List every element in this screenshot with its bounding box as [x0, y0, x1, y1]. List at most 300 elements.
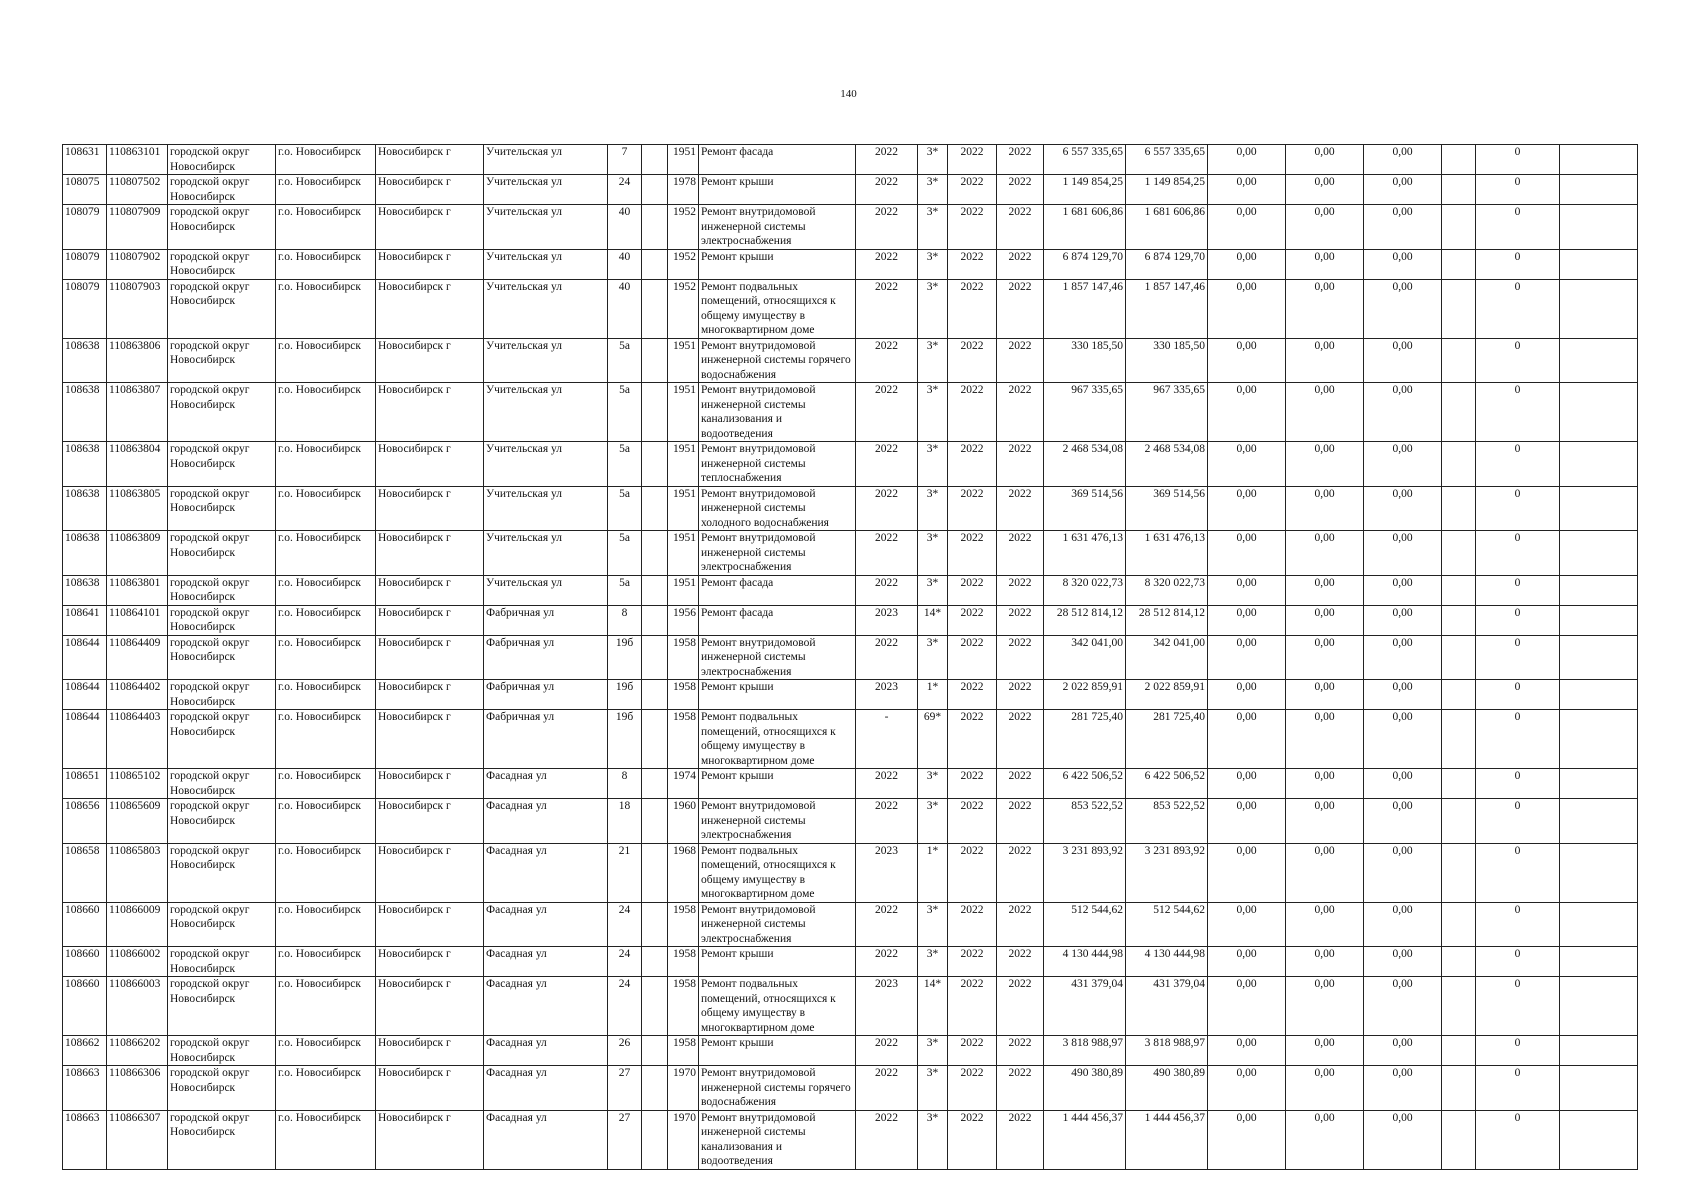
cell-amount-a: 0,00 — [1208, 605, 1286, 635]
cell-work-id: 110807909 — [107, 205, 168, 250]
cell-municipality: городской округ Новосибирск — [168, 1036, 276, 1066]
cell-house-id: 108075 — [63, 175, 107, 205]
cell-street: Фабричная ул — [484, 680, 608, 710]
cell-blank-21 — [1560, 338, 1638, 383]
cell-work-id: 110863804 — [107, 442, 168, 487]
cell-plan-year: 2022 — [856, 383, 918, 442]
cell-amount-c: 0,00 — [1364, 249, 1442, 279]
cell-street: Фабричная ул — [484, 635, 608, 680]
cell-plan-year: 2022 — [856, 175, 918, 205]
cell-settlement: Новосибирск г — [376, 279, 484, 338]
cell-building — [642, 1110, 668, 1169]
cell-extra — [1442, 205, 1476, 250]
cell-start-year: 2022 — [948, 1110, 997, 1169]
cell-plan-year: - — [856, 710, 918, 769]
cell-blank-21 — [1560, 1066, 1638, 1111]
cell-street: Фасадная ул — [484, 799, 608, 844]
cell-amount-b: 0,00 — [1286, 338, 1364, 383]
cell-end-year: 2022 — [997, 769, 1044, 799]
cell-work-id: 110863806 — [107, 338, 168, 383]
cell-build-year: 1978 — [668, 175, 699, 205]
cell-amount-a: 0,00 — [1208, 249, 1286, 279]
table-row — [63, 680, 1638, 710]
cell-work-type: Ремонт внутридомовой инженерной системы электроснабжения — [699, 205, 856, 250]
cell-settlement: Новосибирск г — [376, 383, 484, 442]
cell-house-id: 108638 — [63, 531, 107, 576]
cell-amount-c: 0,00 — [1364, 531, 1442, 576]
cell-house-number: 24 — [608, 947, 642, 977]
cell-amount-a: 0,00 — [1208, 902, 1286, 947]
cell-house-id: 108662 — [63, 1036, 107, 1066]
cell-end-year: 2022 — [997, 1036, 1044, 1066]
cell-amount-c: 0,00 — [1364, 977, 1442, 1036]
cell-count: 0 — [1476, 249, 1560, 279]
cell-count: 0 — [1476, 1110, 1560, 1169]
cell-house-number: 8 — [608, 769, 642, 799]
cell-cost-total: 1 149 854,25 — [1044, 175, 1126, 205]
cell-cost-funded: 490 380,89 — [1126, 1066, 1208, 1111]
cell-plan-year: 2022 — [856, 338, 918, 383]
cell-count: 0 — [1476, 1036, 1560, 1066]
cell-cost-funded: 1 857 147,46 — [1126, 279, 1208, 338]
cell-end-year: 2022 — [997, 279, 1044, 338]
cell-count: 0 — [1476, 977, 1560, 1036]
cell-municipality: городской округ Новосибирск — [168, 605, 276, 635]
cell-blank-21 — [1560, 279, 1638, 338]
cell-work-type: Ремонт фасада — [699, 145, 856, 175]
cell-start-year: 2022 — [948, 769, 997, 799]
cell-work-type: Ремонт крыши — [699, 947, 856, 977]
cell-blank-21 — [1560, 769, 1638, 799]
cell-count: 0 — [1476, 442, 1560, 487]
cell-urban-district: г.о. Новосибирск — [276, 1036, 376, 1066]
cell-extra — [1442, 575, 1476, 605]
table-row — [63, 279, 1638, 338]
cell-urban-district: г.о. Новосибирск — [276, 145, 376, 175]
cell-extra — [1442, 799, 1476, 844]
cell-cost-funded: 6 557 335,65 — [1126, 145, 1208, 175]
cell-work-type: Ремонт внутридомовой инженерной системы горячего водоснабжения — [699, 1066, 856, 1111]
cell-municipality: городской округ Новосибирск — [168, 843, 276, 902]
cell-start-year: 2022 — [948, 843, 997, 902]
cell-amount-a: 0,00 — [1208, 442, 1286, 487]
cell-urban-district: г.о. Новосибирск — [276, 605, 376, 635]
cell-work-type: Ремонт крыши — [699, 680, 856, 710]
cell-build-year: 1951 — [668, 442, 699, 487]
cell-settlement: Новосибирск г — [376, 486, 484, 531]
cell-house-id: 108663 — [63, 1066, 107, 1111]
table-row — [63, 145, 1638, 175]
cell-house-id: 108658 — [63, 843, 107, 902]
cell-work-type: Ремонт крыши — [699, 1036, 856, 1066]
cell-build-year: 1958 — [668, 710, 699, 769]
cell-note-code: 3* — [918, 575, 948, 605]
cell-street: Фабричная ул — [484, 710, 608, 769]
cell-plan-year: 2023 — [856, 605, 918, 635]
cell-extra — [1442, 383, 1476, 442]
cell-note-code: 14* — [918, 977, 948, 1036]
cell-count: 0 — [1476, 145, 1560, 175]
cell-cost-funded: 3 818 988,97 — [1126, 1036, 1208, 1066]
cell-amount-a: 0,00 — [1208, 486, 1286, 531]
cell-house-id: 108644 — [63, 710, 107, 769]
cell-street: Учительская ул — [484, 442, 608, 487]
cell-work-type: Ремонт крыши — [699, 769, 856, 799]
cell-count: 0 — [1476, 338, 1560, 383]
cell-amount-b: 0,00 — [1286, 680, 1364, 710]
cell-blank-21 — [1560, 947, 1638, 977]
cell-building — [642, 249, 668, 279]
cell-note-code: 3* — [918, 279, 948, 338]
cell-amount-c: 0,00 — [1364, 383, 1442, 442]
cell-work-type: Ремонт крыши — [699, 249, 856, 279]
cell-extra — [1442, 680, 1476, 710]
cell-plan-year: 2022 — [856, 902, 918, 947]
cell-extra — [1442, 605, 1476, 635]
cell-building — [642, 977, 668, 1036]
cell-settlement: Новосибирск г — [376, 947, 484, 977]
cell-extra — [1442, 1066, 1476, 1111]
cell-plan-year: 2022 — [856, 1036, 918, 1066]
cell-amount-a: 0,00 — [1208, 279, 1286, 338]
register-body — [63, 145, 1638, 1170]
cell-house-number: 5а — [608, 338, 642, 383]
cell-house-number: 7 — [608, 145, 642, 175]
cell-note-code: 3* — [918, 1036, 948, 1066]
cell-building — [642, 383, 668, 442]
cell-amount-b: 0,00 — [1286, 947, 1364, 977]
cell-amount-b: 0,00 — [1286, 1066, 1364, 1111]
cell-amount-a: 0,00 — [1208, 338, 1286, 383]
cell-cost-funded: 1 149 854,25 — [1126, 175, 1208, 205]
cell-cost-total: 512 544,62 — [1044, 902, 1126, 947]
cell-cost-funded: 3 231 893,92 — [1126, 843, 1208, 902]
cell-cost-funded: 330 185,50 — [1126, 338, 1208, 383]
cell-house-id: 108079 — [63, 205, 107, 250]
cell-count: 0 — [1476, 843, 1560, 902]
cell-urban-district: г.о. Новосибирск — [276, 977, 376, 1036]
cell-cost-funded: 8 320 022,73 — [1126, 575, 1208, 605]
cell-end-year: 2022 — [997, 205, 1044, 250]
cell-municipality: городской округ Новосибирск — [168, 575, 276, 605]
table-row — [63, 710, 1638, 769]
table-row — [63, 1036, 1638, 1066]
cell-build-year: 1951 — [668, 383, 699, 442]
cell-cost-total: 281 725,40 — [1044, 710, 1126, 769]
cell-cost-total: 431 379,04 — [1044, 977, 1126, 1036]
table-row — [63, 205, 1638, 250]
cell-amount-c: 0,00 — [1364, 799, 1442, 844]
cell-note-code: 1* — [918, 843, 948, 902]
cell-amount-c: 0,00 — [1364, 442, 1442, 487]
cell-house-id: 108638 — [63, 442, 107, 487]
cell-cost-funded: 4 130 444,98 — [1126, 947, 1208, 977]
cell-urban-district: г.о. Новосибирск — [276, 205, 376, 250]
cell-amount-a: 0,00 — [1208, 1036, 1286, 1066]
cell-cost-total: 4 130 444,98 — [1044, 947, 1126, 977]
cell-amount-b: 0,00 — [1286, 531, 1364, 576]
cell-house-number: 19б — [608, 680, 642, 710]
cell-municipality: городской округ Новосибирск — [168, 635, 276, 680]
cell-work-id: 110863101 — [107, 145, 168, 175]
cell-blank-21 — [1560, 175, 1638, 205]
cell-amount-a: 0,00 — [1208, 977, 1286, 1036]
cell-extra — [1442, 531, 1476, 576]
cell-cost-funded: 967 335,65 — [1126, 383, 1208, 442]
cell-house-number: 5а — [608, 486, 642, 531]
cell-urban-district: г.о. Новосибирск — [276, 486, 376, 531]
cell-urban-district: г.о. Новосибирск — [276, 680, 376, 710]
cell-work-type: Ремонт внутридомовой инженерной системы канализования и водоотведения — [699, 383, 856, 442]
cell-extra — [1442, 710, 1476, 769]
cell-start-year: 2022 — [948, 575, 997, 605]
cell-amount-a: 0,00 — [1208, 1110, 1286, 1169]
cell-work-type: Ремонт внутридомовой инженерной системы электроснабжения — [699, 902, 856, 947]
cell-street: Фасадная ул — [484, 1036, 608, 1066]
cell-work-id: 110864403 — [107, 710, 168, 769]
cell-work-id: 110807902 — [107, 249, 168, 279]
cell-amount-c: 0,00 — [1364, 175, 1442, 205]
table-row — [63, 902, 1638, 947]
cell-street: Фасадная ул — [484, 947, 608, 977]
cell-note-code: 3* — [918, 175, 948, 205]
cell-extra — [1442, 1036, 1476, 1066]
cell-urban-district: г.о. Новосибирск — [276, 279, 376, 338]
cell-amount-a: 0,00 — [1208, 769, 1286, 799]
cell-end-year: 2022 — [997, 710, 1044, 769]
cell-cost-total: 2 468 534,08 — [1044, 442, 1126, 487]
cell-cost-total: 490 380,89 — [1044, 1066, 1126, 1111]
cell-building — [642, 145, 668, 175]
cell-count: 0 — [1476, 531, 1560, 576]
cell-blank-21 — [1560, 1036, 1638, 1066]
cell-amount-a: 0,00 — [1208, 575, 1286, 605]
cell-start-year: 2022 — [948, 486, 997, 531]
cell-house-id: 108663 — [63, 1110, 107, 1169]
cell-extra — [1442, 249, 1476, 279]
cell-house-number: 24 — [608, 977, 642, 1036]
cell-house-id: 108660 — [63, 902, 107, 947]
cell-end-year: 2022 — [997, 575, 1044, 605]
cell-note-code: 3* — [918, 145, 948, 175]
cell-cost-total: 853 522,52 — [1044, 799, 1126, 844]
cell-street: Фасадная ул — [484, 1066, 608, 1111]
cell-work-id: 110866202 — [107, 1036, 168, 1066]
cell-cost-funded: 1 631 476,13 — [1126, 531, 1208, 576]
cell-cost-total: 2 022 859,91 — [1044, 680, 1126, 710]
cell-street: Учительская ул — [484, 145, 608, 175]
cell-end-year: 2022 — [997, 383, 1044, 442]
cell-end-year: 2022 — [997, 843, 1044, 902]
cell-amount-a: 0,00 — [1208, 710, 1286, 769]
cell-count: 0 — [1476, 710, 1560, 769]
cell-work-id: 110863801 — [107, 575, 168, 605]
cell-cost-total: 1 631 476,13 — [1044, 531, 1126, 576]
cell-amount-b: 0,00 — [1286, 205, 1364, 250]
cell-plan-year: 2022 — [856, 947, 918, 977]
cell-start-year: 2022 — [948, 1066, 997, 1111]
cell-blank-21 — [1560, 843, 1638, 902]
cell-blank-21 — [1560, 383, 1638, 442]
cell-municipality: городской округ Новосибирск — [168, 531, 276, 576]
cell-count: 0 — [1476, 486, 1560, 531]
cell-cost-funded: 6 422 506,52 — [1126, 769, 1208, 799]
cell-build-year: 1958 — [668, 635, 699, 680]
cell-start-year: 2022 — [948, 710, 997, 769]
cell-work-id: 110863805 — [107, 486, 168, 531]
cell-urban-district: г.о. Новосибирск — [276, 902, 376, 947]
cell-building — [642, 175, 668, 205]
cell-plan-year: 2023 — [856, 843, 918, 902]
cell-urban-district: г.о. Новосибирск — [276, 769, 376, 799]
cell-settlement: Новосибирск г — [376, 1066, 484, 1111]
cell-building — [642, 843, 668, 902]
table-row — [63, 531, 1638, 576]
cell-house-number: 5а — [608, 442, 642, 487]
cell-settlement: Новосибирск г — [376, 145, 484, 175]
cell-urban-district: г.о. Новосибирск — [276, 175, 376, 205]
cell-end-year: 2022 — [997, 175, 1044, 205]
cell-amount-c: 0,00 — [1364, 279, 1442, 338]
cell-amount-b: 0,00 — [1286, 799, 1364, 844]
cell-end-year: 2022 — [997, 338, 1044, 383]
cell-municipality: городской округ Новосибирск — [168, 902, 276, 947]
cell-note-code: 3* — [918, 205, 948, 250]
cell-amount-b: 0,00 — [1286, 635, 1364, 680]
cell-plan-year: 2022 — [856, 486, 918, 531]
cell-cost-funded: 853 522,52 — [1126, 799, 1208, 844]
cell-cost-total: 342 041,00 — [1044, 635, 1126, 680]
cell-settlement: Новосибирск г — [376, 1110, 484, 1169]
cell-house-number: 40 — [608, 279, 642, 338]
table-row — [63, 769, 1638, 799]
cell-house-id: 108644 — [63, 635, 107, 680]
cell-work-id: 110865102 — [107, 769, 168, 799]
cell-start-year: 2022 — [948, 977, 997, 1036]
cell-municipality: городской округ Новосибирск — [168, 680, 276, 710]
cell-blank-21 — [1560, 605, 1638, 635]
cell-work-id: 110864409 — [107, 635, 168, 680]
cell-cost-total: 1 857 147,46 — [1044, 279, 1126, 338]
cell-house-id: 108079 — [63, 249, 107, 279]
cell-house-number: 5а — [608, 531, 642, 576]
cell-work-type: Ремонт внутридомовой инженерной системы электроснабжения — [699, 531, 856, 576]
cell-extra — [1442, 902, 1476, 947]
cell-urban-district: г.о. Новосибирск — [276, 383, 376, 442]
cell-municipality: городской округ Новосибирск — [168, 279, 276, 338]
cell-street: Учительская ул — [484, 575, 608, 605]
cell-amount-c: 0,00 — [1364, 710, 1442, 769]
cell-municipality: городской округ Новосибирск — [168, 442, 276, 487]
cell-start-year: 2022 — [948, 902, 997, 947]
cell-count: 0 — [1476, 947, 1560, 977]
cell-build-year: 1958 — [668, 977, 699, 1036]
cell-work-type: Ремонт фасада — [699, 605, 856, 635]
cell-building — [642, 531, 668, 576]
cell-building — [642, 769, 668, 799]
cell-count: 0 — [1476, 799, 1560, 844]
cell-start-year: 2022 — [948, 338, 997, 383]
cell-extra — [1442, 843, 1476, 902]
cell-count: 0 — [1476, 175, 1560, 205]
cell-count: 0 — [1476, 680, 1560, 710]
cell-settlement: Новосибирск г — [376, 205, 484, 250]
cell-cost-funded: 431 379,04 — [1126, 977, 1208, 1036]
cell-municipality: городской округ Новосибирск — [168, 947, 276, 977]
cell-house-id: 108641 — [63, 605, 107, 635]
table-row — [63, 1066, 1638, 1111]
cell-building — [642, 442, 668, 487]
cell-note-code: 3* — [918, 799, 948, 844]
cell-extra — [1442, 175, 1476, 205]
cell-build-year: 1970 — [668, 1110, 699, 1169]
cell-cost-total: 6 874 129,70 — [1044, 249, 1126, 279]
cell-building — [642, 1036, 668, 1066]
cell-start-year: 2022 — [948, 605, 997, 635]
cell-work-type: Ремонт крыши — [699, 175, 856, 205]
cell-amount-c: 0,00 — [1364, 145, 1442, 175]
cell-house-number: 24 — [608, 175, 642, 205]
cell-amount-a: 0,00 — [1208, 205, 1286, 250]
cell-settlement: Новосибирск г — [376, 249, 484, 279]
cell-municipality: городской округ Новосибирск — [168, 1110, 276, 1169]
cell-end-year: 2022 — [997, 605, 1044, 635]
cell-cost-funded: 28 512 814,12 — [1126, 605, 1208, 635]
cell-settlement: Новосибирск г — [376, 605, 484, 635]
cell-amount-a: 0,00 — [1208, 175, 1286, 205]
cell-end-year: 2022 — [997, 977, 1044, 1036]
cell-amount-c: 0,00 — [1364, 486, 1442, 531]
cell-settlement: Новосибирск г — [376, 575, 484, 605]
cell-amount-c: 0,00 — [1364, 338, 1442, 383]
cell-count: 0 — [1476, 635, 1560, 680]
cell-settlement: Новосибирск г — [376, 710, 484, 769]
cell-note-code: 3* — [918, 442, 948, 487]
cell-start-year: 2022 — [948, 799, 997, 844]
cell-house-number: 26 — [608, 1036, 642, 1066]
cell-street: Учительская ул — [484, 175, 608, 205]
cell-house-number: 27 — [608, 1066, 642, 1111]
cell-start-year: 2022 — [948, 680, 997, 710]
cell-end-year: 2022 — [997, 799, 1044, 844]
cell-cost-total: 1 444 456,37 — [1044, 1110, 1126, 1169]
cell-blank-21 — [1560, 575, 1638, 605]
cell-cost-total: 369 514,56 — [1044, 486, 1126, 531]
cell-build-year: 1956 — [668, 605, 699, 635]
cell-extra — [1442, 635, 1476, 680]
cell-settlement: Новосибирск г — [376, 769, 484, 799]
cell-house-id: 108651 — [63, 769, 107, 799]
cell-municipality: городской округ Новосибирск — [168, 383, 276, 442]
cell-amount-c: 0,00 — [1364, 1110, 1442, 1169]
cell-plan-year: 2022 — [856, 575, 918, 605]
cell-municipality: городской округ Новосибирск — [168, 338, 276, 383]
cell-work-type: Ремонт внутридомовой инженерной системы электроснабжения — [699, 635, 856, 680]
cell-settlement: Новосибирск г — [376, 442, 484, 487]
cell-urban-district: г.о. Новосибирск — [276, 1066, 376, 1111]
cell-work-id: 110866307 — [107, 1110, 168, 1169]
cell-work-type: Ремонт внутридомовой инженерной системы электроснабжения — [699, 799, 856, 844]
cell-amount-a: 0,00 — [1208, 947, 1286, 977]
cell-house-id: 108638 — [63, 383, 107, 442]
table-row — [63, 249, 1638, 279]
cell-amount-a: 0,00 — [1208, 799, 1286, 844]
cell-amount-c: 0,00 — [1364, 575, 1442, 605]
cell-amount-a: 0,00 — [1208, 680, 1286, 710]
cell-amount-c: 0,00 — [1364, 1036, 1442, 1066]
cell-house-number: 40 — [608, 205, 642, 250]
cell-extra — [1442, 947, 1476, 977]
